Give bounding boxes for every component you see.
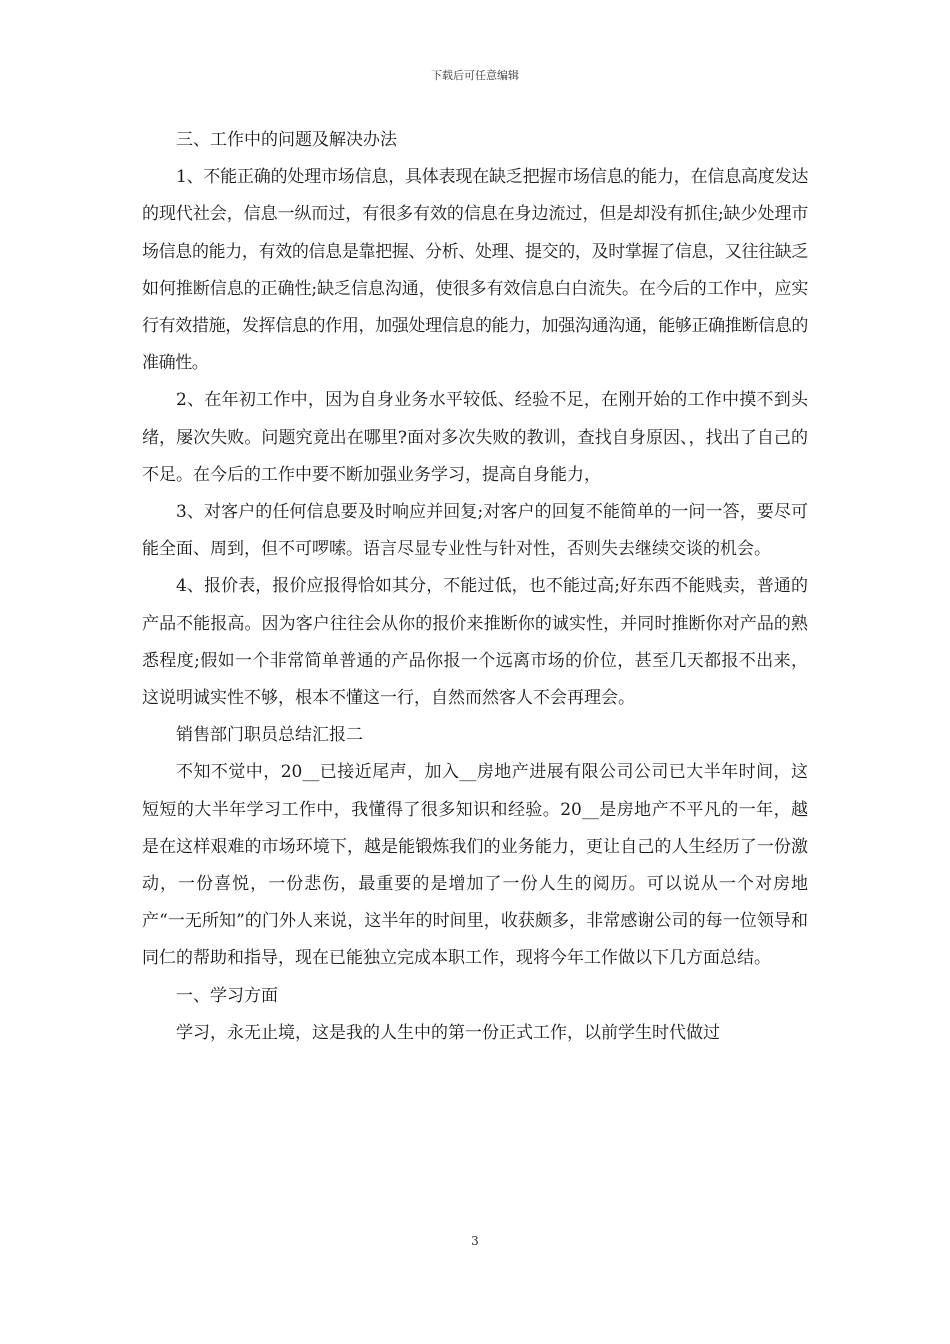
section-heading-problems: 三、工作中的问题及解决办法 — [176, 130, 397, 150]
section-heading-study: 一、学习方面 — [176, 985, 278, 1006]
paragraph-item-1: 1、不能正确的处理市场信息，具体表现在缺乏把握市场信息的能力，在信息高度发达的现代社会，信息一纵而过，有很多有效的信息在身边流过，但是却没有抓住;缺少处理市场信息的能力，有效的信息是靠把握、分析、处理、提交的，及时掌握了信息，又往往缺乏如何推断信息的正确性;缺乏信息沟通，使很多有效信息白白流失。在今后的工作中，应实行有效措施，发挥信息的作用，加强处理信息的能力，加强沟通沟通，能够正确推断信息的准确性。 — [142, 167, 808, 374]
paragraph-item-3: 3、对客户的任何信息要及时响应并回复;对客户的回复不能简单的一问一答，要尽可能全面、周到，但不可啰嗦。语言尽显专业性与针对性，否则失去继续交谈的机会。 — [142, 502, 808, 560]
paragraph-item-4: 4、报价表，报价应报得恰如其分，不能过低，也不能过高;好东西不能贱卖，普通的产品不能报高。因为客户往往会从你的报价来推断你的诚实性，并同时推断你对产品的熟悉程度;假如一个非常简单普通的产品你报一个远离市场的价位，甚至几天都报不出来，这说明诚实性不够，根本不懂这一行，自然而然客人不会再理会。 — [142, 576, 808, 709]
paragraph-item-2: 2、在年初工作中，因为自身业务水平较低、经验不足，在刚开始的工作中摸不到头绪，屡次失败。问题究竟出在哪里?面对多次失败的教训，查找自身原因、，找出了自己的不足。在今后的工作中要不断加强业务学习，提高自身能力， — [142, 390, 808, 485]
page-header: 下载后可任意编辑 — [431, 69, 519, 82]
document-body — [142, 122, 808, 1052]
paragraph-intro: 不知不觉中，20__已接近尾声，加入__房地产进展有限公司公司已大半年时间，这短短的大半年学习工作中，我懂得了很多知识和经验。20__是房地产不平凡的一年，越是在这样艰难的市场环境下，越是能锻炼我们的业务能力，更让自己的人生经历了一份激动，一份喜悦，一份悲伤，最重要的是增加了一份人生的阅历。可以说从一个对房地产“一无所知”的门外人来说，这半年的时间里，收获颇多，非常感谢公司的每一位领导和同仁的帮助和指导，现在已能独立完成本职工作，现将今年工作做以下几方面总结。 — [142, 762, 808, 969]
page-number: 3 — [471, 1234, 479, 1248]
report-title: 销售部门职员总结汇报二 — [176, 725, 363, 746]
paragraph-study: 学习，永无止境，这是我的人生中的第一份正式工作，以前学生时代做过 — [176, 1022, 720, 1043]
